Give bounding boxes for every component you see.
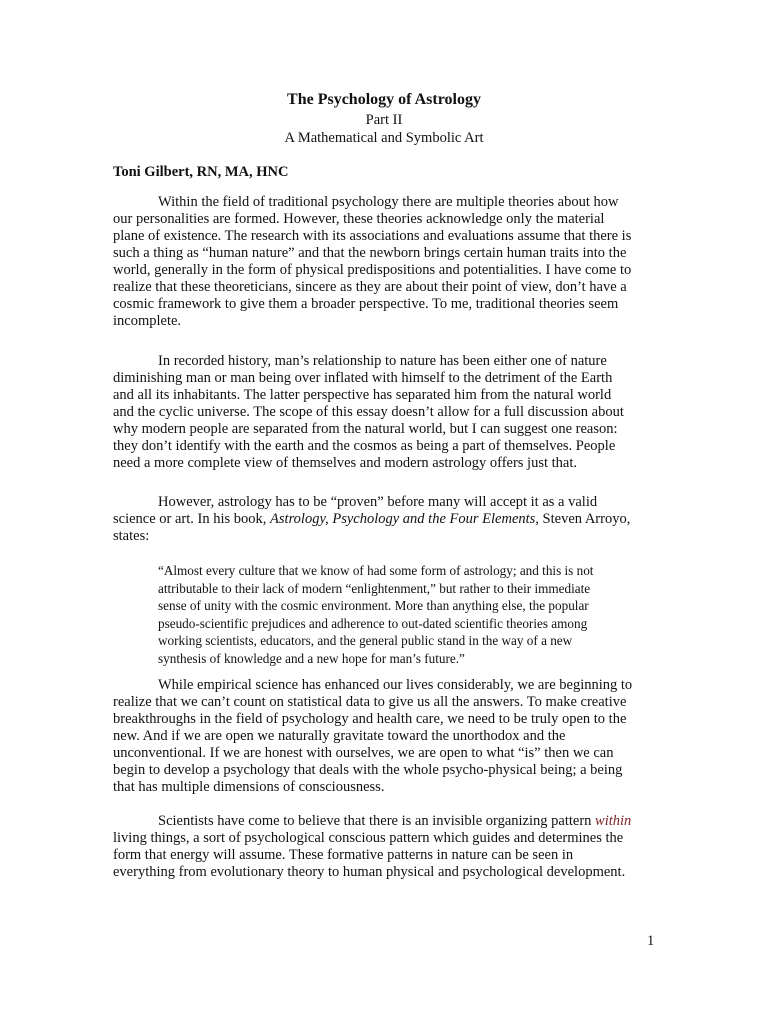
quote-line: pseudo-scientific prejudices and adherence to out-dated scientific theories among	[158, 615, 588, 631]
book-author-text: , Steven Arroyo,	[535, 511, 631, 527]
paragraph-text: Scientists have come to believe that there is an invisible organizing pattern	[158, 813, 596, 829]
quote-line: attributable to their lack of modern “enlightenment,” but rather to their immediate	[158, 580, 591, 596]
paragraph-line: In recorded history, man’s relationship to nature has been either one of nature	[158, 353, 607, 369]
paragraph-5	[113, 813, 653, 881]
paragraph-line: and all its inhabitants. The latter perspective has separated him from the natural world	[113, 387, 612, 403]
book-title: Astrology, Psychology and the Four Elements	[270, 511, 536, 527]
document-subtitle: A Mathematical and Symbolic Art	[284, 130, 484, 146]
paragraph-line: breakthroughs in the field of psychology and health care, we need to be truly open to the	[113, 711, 627, 727]
paragraph-line: unconventional. If we are honest with ourselves, we are open to what “is” then we can	[113, 745, 614, 761]
paragraph-line: why modern people are separated from the natural world, but I can suggest one reason:	[113, 421, 618, 437]
paragraph-line: states:	[113, 528, 150, 544]
paragraph-line: However, astrology has to be “proven” before many will accept it as a valid	[158, 494, 598, 510]
paragraph-line	[113, 511, 653, 528]
paragraph-line: While empirical science has enhanced our lives considerably, we are beginning to	[158, 677, 633, 693]
paragraph-line: and the cyclic universe. The scope of this essay doesn’t allow for a full discussion about	[113, 404, 624, 420]
paragraph-line: need a more complete view of themselves and modern astrology offers just that.	[113, 455, 577, 471]
paragraph-line: begin to develop a psychology that deals with the whole psycho-physical being; a being	[113, 762, 623, 778]
quote-line: sense of unity with the cosmic environment. More than anything else, the popular	[158, 598, 589, 613]
paragraph-line: everything from evolutionary theory to human physical and psychological development.	[113, 864, 626, 880]
document-title: The Psychology of Astrology	[287, 91, 481, 108]
quote-line: synthesis of knowledge and a new hope for man’s future.”	[158, 650, 465, 666]
paragraph-line: they don’t identify with the earth and the cosmos as being a part of themselves. People	[113, 438, 616, 454]
quote-line: working scientists, educators, and the general public stand in the way of a new	[158, 633, 573, 648]
paragraph-line: new. And if we are open we naturally gravitate toward the unorthodox and the	[113, 728, 566, 744]
quote-line: “Almost every culture that we know of had some form of astrology; and this is not	[158, 563, 594, 578]
author-name: Toni Gilbert, RN, MA, HNC	[113, 164, 289, 180]
paragraph-line: world, generally in the form of physical predispositions and potentialities. I have come to	[113, 262, 632, 278]
paragraph-line: Within the field of traditional psychology there are multiple theories about how	[158, 194, 619, 210]
page-number: 1	[647, 933, 655, 949]
paragraph-line: living things, a sort of psychological conscious pattern which guides and determines the	[113, 830, 624, 846]
paragraph-line: cosmic framework to give them a broader perspective. To me, traditional theories seem	[113, 296, 619, 312]
paragraph-line: incomplete.	[113, 313, 182, 329]
paragraph-line: diminishing man or man being over inflated with himself to the detriment of the Earth	[113, 370, 613, 386]
paragraph-line	[113, 813, 653, 830]
paragraph-line: form that energy will assume. These formative patterns in nature can be seen in	[113, 847, 574, 863]
paragraph-line: such a thing as “human nature” and that the newborn brings certain human traits into the	[113, 245, 627, 261]
emphasis-within: within	[595, 813, 632, 829]
paragraph-line: realize that these theoreticians, sincere as they are about their point of view, don’t have a	[113, 279, 627, 295]
paragraph-3	[113, 494, 653, 545]
book-intro-text: science or art. In his book,	[113, 511, 271, 527]
block-quote	[158, 562, 628, 667]
paragraph-line: our personalities are formed. However, these theories acknowledge only the material	[113, 211, 605, 227]
paragraph-4	[113, 677, 653, 796]
paragraph-1	[113, 194, 653, 330]
paragraph-line: plane of existence. The research with its associations and evaluations assume that there is	[113, 228, 632, 244]
paragraph-2	[113, 353, 653, 472]
paragraph-line: that has multiple dimensions of consciousness.	[113, 779, 385, 795]
paragraph-line: realize that we can’t count on statistical data to give us all the answers. To make creative	[113, 694, 627, 710]
document-part: Part II	[365, 112, 403, 128]
